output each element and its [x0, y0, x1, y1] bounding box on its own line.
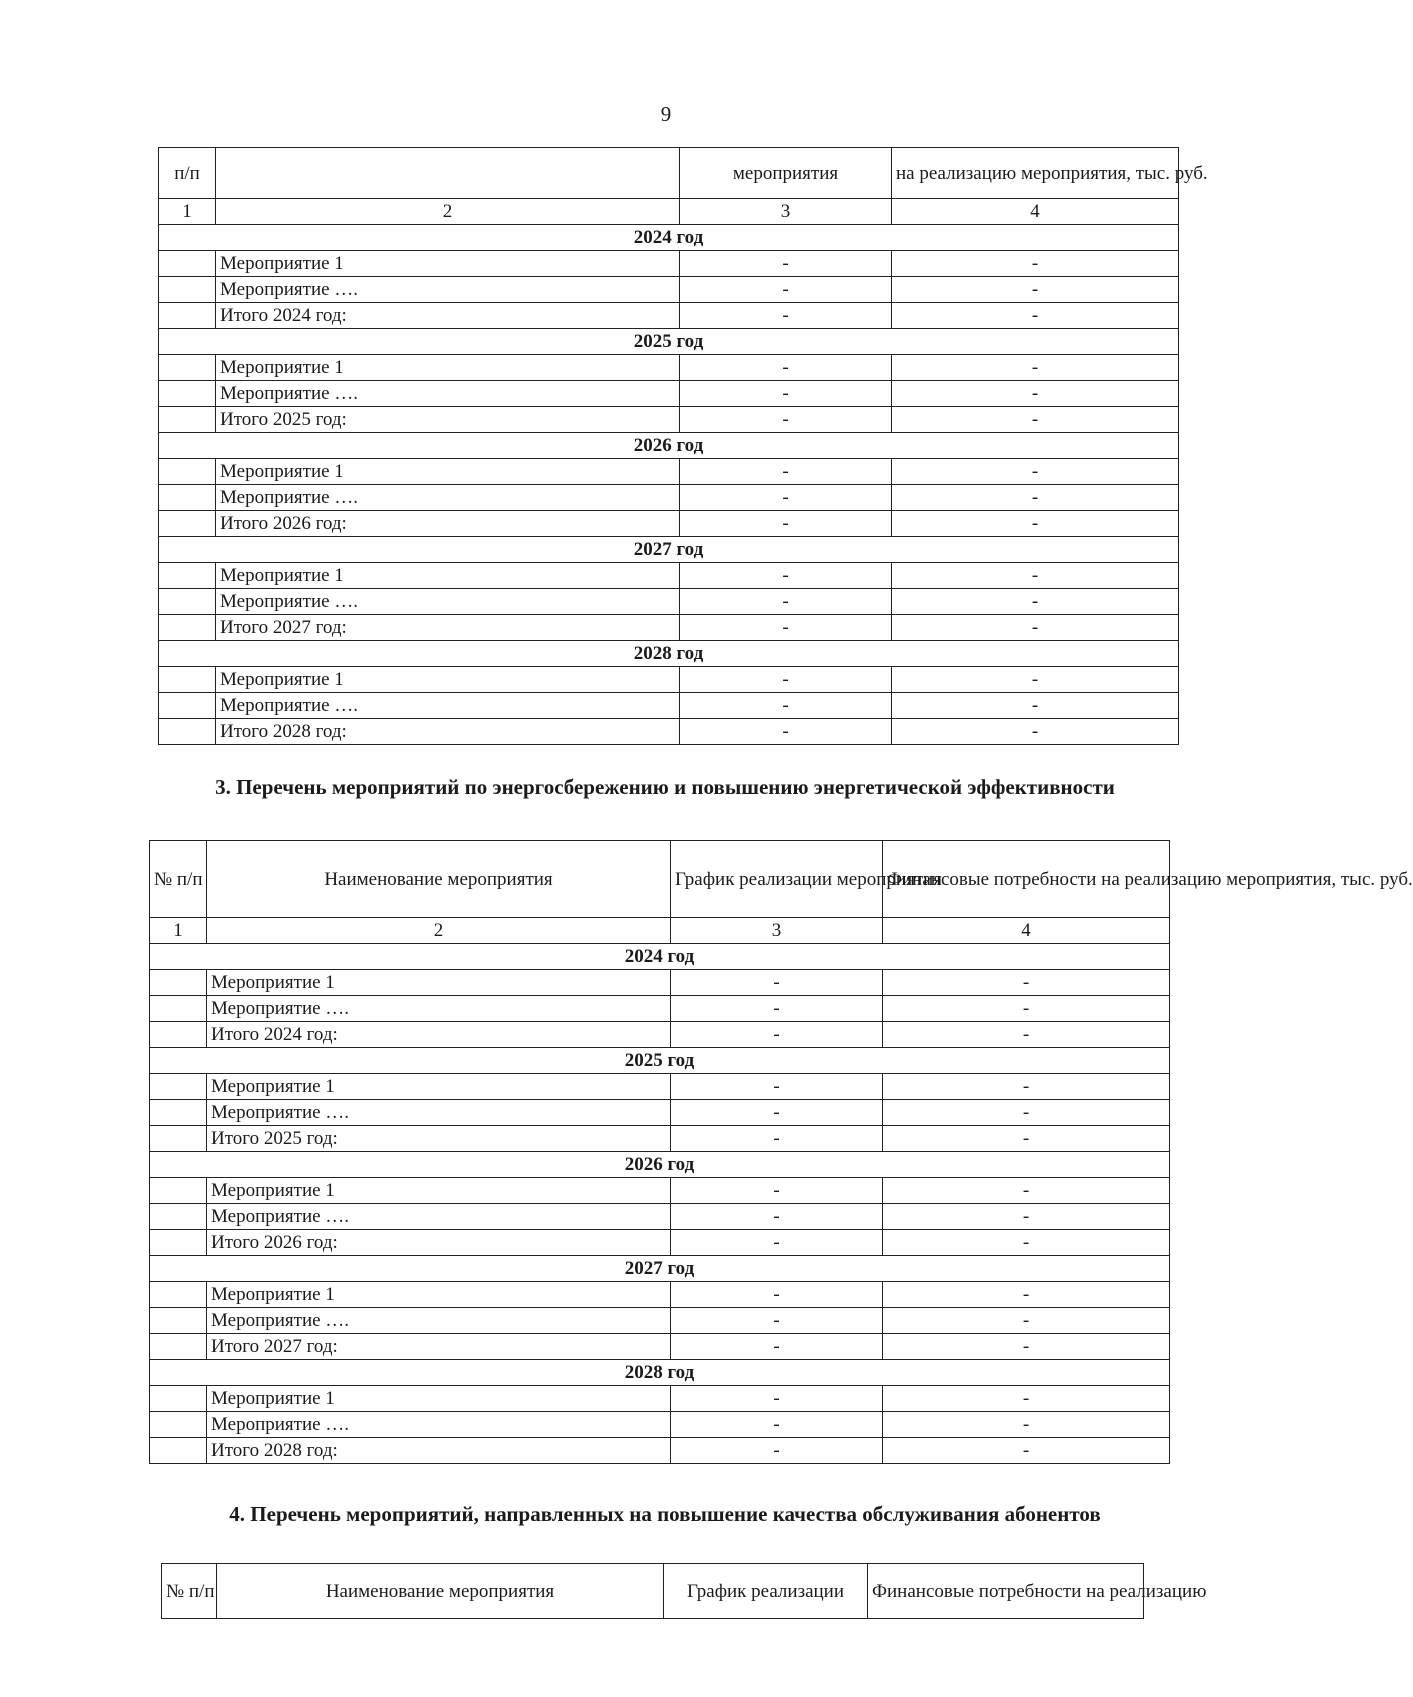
finance-cell: -	[883, 1074, 1170, 1100]
row-number-cell	[150, 1022, 207, 1048]
row-number-cell	[159, 719, 216, 745]
finance-cell: -	[883, 1100, 1170, 1126]
row-number-cell	[159, 485, 216, 511]
schedule-cell: -	[671, 1412, 883, 1438]
year-heading: 2024 год	[150, 944, 1170, 970]
row-number-cell	[159, 511, 216, 537]
table-row	[150, 1074, 1170, 1100]
table-row	[159, 355, 1179, 381]
table-energy-saving	[149, 840, 1413, 1464]
finance-cell: -	[892, 459, 1179, 485]
schedule-cell: -	[671, 1438, 883, 1464]
row-number-cell	[150, 1386, 207, 1412]
column-number: 1	[150, 918, 207, 944]
finance-cell: -	[892, 589, 1179, 615]
total-label: Итого 2028 год:	[207, 1438, 671, 1464]
total-label: Итого 2028 год:	[216, 719, 680, 745]
table-row	[150, 1282, 1170, 1308]
finance-cell: -	[883, 1126, 1170, 1152]
row-number-cell	[159, 303, 216, 329]
schedule-cell: -	[680, 459, 892, 485]
finance-cell: -	[892, 251, 1179, 277]
total-row	[150, 1126, 1170, 1152]
schedule-cell: -	[680, 381, 892, 407]
row-number-cell	[150, 1282, 207, 1308]
year-row	[150, 1152, 1170, 1178]
total-row	[159, 407, 1179, 433]
table-row	[159, 459, 1179, 485]
header-col-schedule: График реализации	[664, 1564, 868, 1619]
schedule-cell: -	[680, 667, 892, 693]
activity-name: Мероприятие 1	[216, 459, 680, 485]
year-heading: 2027 год	[150, 1256, 1170, 1282]
table-row	[150, 1178, 1170, 1204]
row-number-cell	[159, 381, 216, 407]
column-number: 4	[883, 918, 1170, 944]
finance-cell: -	[892, 719, 1179, 745]
header-col-name: Наименование мероприятия	[207, 841, 671, 918]
year-heading: 2028 год	[150, 1360, 1170, 1386]
year-row	[150, 944, 1170, 970]
activity-name: Мероприятие 1	[207, 1282, 671, 1308]
total-row	[159, 719, 1179, 745]
year-row	[159, 329, 1179, 355]
total-row	[159, 511, 1179, 537]
column-number-row	[159, 199, 1179, 225]
row-number-cell	[159, 459, 216, 485]
column-number: 4	[892, 199, 1179, 225]
total-label: Итого 2024 год:	[216, 303, 680, 329]
total-label: Итого 2027 год:	[216, 615, 680, 641]
header-col-name	[216, 148, 680, 199]
total-label: Итого 2025 год:	[216, 407, 680, 433]
column-number: 3	[671, 918, 883, 944]
finance-cell: -	[892, 511, 1179, 537]
row-number-cell	[159, 251, 216, 277]
row-number-cell	[150, 1334, 207, 1360]
finance-cell: -	[883, 1334, 1170, 1360]
schedule-cell: -	[671, 996, 883, 1022]
finance-cell: -	[892, 667, 1179, 693]
activity-name: Мероприятие 1	[216, 355, 680, 381]
schedule-cell: -	[671, 1126, 883, 1152]
table-row	[150, 1308, 1170, 1334]
activity-name: Мероприятие 1	[207, 970, 671, 996]
table-row	[159, 381, 1179, 407]
table-continued	[158, 147, 1208, 745]
total-label: Итого 2026 год:	[216, 511, 680, 537]
schedule-cell: -	[671, 1282, 883, 1308]
page-number: 9	[660, 102, 672, 126]
activity-name: Мероприятие ….	[216, 589, 680, 615]
schedule-cell: -	[680, 693, 892, 719]
schedule-cell: -	[680, 407, 892, 433]
finance-cell: -	[892, 277, 1179, 303]
table-row	[150, 970, 1170, 996]
total-row	[150, 1438, 1170, 1464]
table-row	[150, 1100, 1170, 1126]
total-row	[150, 1022, 1170, 1048]
header-row	[150, 841, 1170, 918]
schedule-cell: -	[680, 303, 892, 329]
table-row	[159, 485, 1179, 511]
schedule-cell: -	[680, 251, 892, 277]
header-col-number: п/п	[159, 148, 216, 199]
row-number-cell	[150, 1204, 207, 1230]
row-number-cell	[150, 970, 207, 996]
finance-cell: -	[883, 1230, 1170, 1256]
schedule-cell: -	[671, 1334, 883, 1360]
year-heading: 2026 год	[150, 1152, 1170, 1178]
section-3-title: 3. Перечень мероприятий по энергосбережению и повышению энергетической эффективности	[215, 775, 1115, 799]
year-row	[159, 641, 1179, 667]
table-row	[150, 1412, 1170, 1438]
row-number-cell	[159, 667, 216, 693]
schedule-cell: -	[671, 1386, 883, 1412]
finance-cell: -	[892, 485, 1179, 511]
activity-name: Мероприятие ….	[207, 1412, 671, 1438]
column-number-row	[150, 918, 1170, 944]
header-col-number: № п/п	[162, 1564, 217, 1619]
table-row	[159, 693, 1179, 719]
schedule-cell: -	[680, 563, 892, 589]
row-number-cell	[159, 277, 216, 303]
total-row	[159, 615, 1179, 641]
year-row	[150, 1360, 1170, 1386]
activity-name: Мероприятие ….	[207, 1308, 671, 1334]
header-row	[159, 148, 1179, 199]
schedule-cell: -	[680, 485, 892, 511]
activity-name: Мероприятие 1	[216, 251, 680, 277]
row-number-cell	[159, 589, 216, 615]
year-heading: 2027 год	[159, 537, 1179, 563]
schedule-cell: -	[671, 1022, 883, 1048]
table-row	[159, 251, 1179, 277]
schedule-cell: -	[680, 719, 892, 745]
finance-cell: -	[883, 1308, 1170, 1334]
schedule-cell: -	[680, 615, 892, 641]
table-row	[150, 1204, 1170, 1230]
finance-cell: -	[892, 563, 1179, 589]
table-row	[150, 1386, 1170, 1412]
schedule-cell: -	[680, 277, 892, 303]
header-col-finance: Финансовые потребности на реализацию мероприятия, тыс. руб.	[883, 841, 1170, 918]
activity-name: Мероприятие ….	[216, 277, 680, 303]
column-number: 2	[207, 918, 671, 944]
header-col-finance: Финансовые потребности на реализацию	[868, 1564, 1144, 1619]
row-number-cell	[159, 693, 216, 719]
row-number-cell	[150, 1412, 207, 1438]
year-heading: 2024 год	[159, 225, 1179, 251]
schedule-cell: -	[671, 1100, 883, 1126]
row-number-cell	[150, 1438, 207, 1464]
table-row	[159, 277, 1179, 303]
year-row	[159, 225, 1179, 251]
finance-cell: -	[883, 1386, 1170, 1412]
table-row	[159, 563, 1179, 589]
schedule-cell: -	[680, 589, 892, 615]
row-number-cell	[150, 1178, 207, 1204]
row-number-cell	[150, 1074, 207, 1100]
total-label: Итого 2024 год:	[207, 1022, 671, 1048]
finance-cell: -	[883, 1438, 1170, 1464]
section-4-title: 4. Перечень мероприятий, направленных на повышение качества обслуживания абонентов	[229, 1502, 1101, 1526]
finance-cell: -	[883, 1282, 1170, 1308]
schedule-cell: -	[671, 970, 883, 996]
table-row	[159, 589, 1179, 615]
schedule-cell: -	[671, 1308, 883, 1334]
total-label: Итого 2025 год:	[207, 1126, 671, 1152]
finance-cell: -	[892, 303, 1179, 329]
column-number: 1	[159, 199, 216, 225]
finance-cell: -	[883, 970, 1170, 996]
finance-cell: -	[892, 355, 1179, 381]
schedule-cell: -	[680, 511, 892, 537]
year-row	[159, 537, 1179, 563]
header-row	[162, 1564, 1144, 1619]
header-col-finance: на реализацию мероприятия, тыс. руб.	[892, 148, 1179, 199]
row-number-cell	[150, 1126, 207, 1152]
row-number-cell	[159, 615, 216, 641]
finance-cell: -	[883, 996, 1170, 1022]
header-col-name: Наименование мероприятия	[217, 1564, 664, 1619]
schedule-cell: -	[671, 1178, 883, 1204]
finance-cell: -	[883, 1022, 1170, 1048]
year-row	[159, 433, 1179, 459]
finance-cell: -	[892, 693, 1179, 719]
total-row	[150, 1230, 1170, 1256]
activity-name: Мероприятие ….	[207, 996, 671, 1022]
row-number-cell	[150, 1308, 207, 1334]
activity-name: Мероприятие ….	[207, 1204, 671, 1230]
schedule-cell: -	[680, 355, 892, 381]
row-number-cell	[150, 1230, 207, 1256]
year-row	[150, 1256, 1170, 1282]
header-col-schedule: График реализации мероприятия	[671, 841, 883, 918]
row-number-cell	[159, 407, 216, 433]
table-row	[159, 667, 1179, 693]
finance-cell: -	[883, 1412, 1170, 1438]
schedule-cell: -	[671, 1230, 883, 1256]
finance-cell: -	[892, 407, 1179, 433]
header-col-schedule: мероприятия	[680, 148, 892, 199]
activity-name: Мероприятие 1	[207, 1386, 671, 1412]
activity-name: Мероприятие ….	[216, 693, 680, 719]
column-number: 3	[680, 199, 892, 225]
row-number-cell	[159, 563, 216, 589]
activity-name: Мероприятие ….	[207, 1100, 671, 1126]
finance-cell: -	[883, 1178, 1170, 1204]
total-label: Итого 2026 год:	[207, 1230, 671, 1256]
total-row	[159, 303, 1179, 329]
activity-name: Мероприятие ….	[216, 381, 680, 407]
schedule-cell: -	[671, 1074, 883, 1100]
total-label: Итого 2027 год:	[207, 1334, 671, 1360]
year-row	[150, 1048, 1170, 1074]
year-heading: 2028 год	[159, 641, 1179, 667]
activity-name: Мероприятие 1	[216, 667, 680, 693]
table-row	[150, 996, 1170, 1022]
schedule-cell: -	[671, 1204, 883, 1230]
activity-name: Мероприятие 1	[207, 1074, 671, 1100]
column-number: 2	[216, 199, 680, 225]
table-service-quality	[161, 1563, 1207, 1619]
row-number-cell	[159, 355, 216, 381]
year-heading: 2026 год	[159, 433, 1179, 459]
activity-name: Мероприятие 1	[216, 563, 680, 589]
finance-cell: -	[892, 615, 1179, 641]
finance-cell: -	[892, 381, 1179, 407]
row-number-cell	[150, 1100, 207, 1126]
total-row	[150, 1334, 1170, 1360]
year-heading: 2025 год	[159, 329, 1179, 355]
row-number-cell	[150, 996, 207, 1022]
year-heading: 2025 год	[150, 1048, 1170, 1074]
header-col-number: № п/п	[150, 841, 207, 918]
activity-name: Мероприятие ….	[216, 485, 680, 511]
activity-name: Мероприятие 1	[207, 1178, 671, 1204]
finance-cell: -	[883, 1204, 1170, 1230]
